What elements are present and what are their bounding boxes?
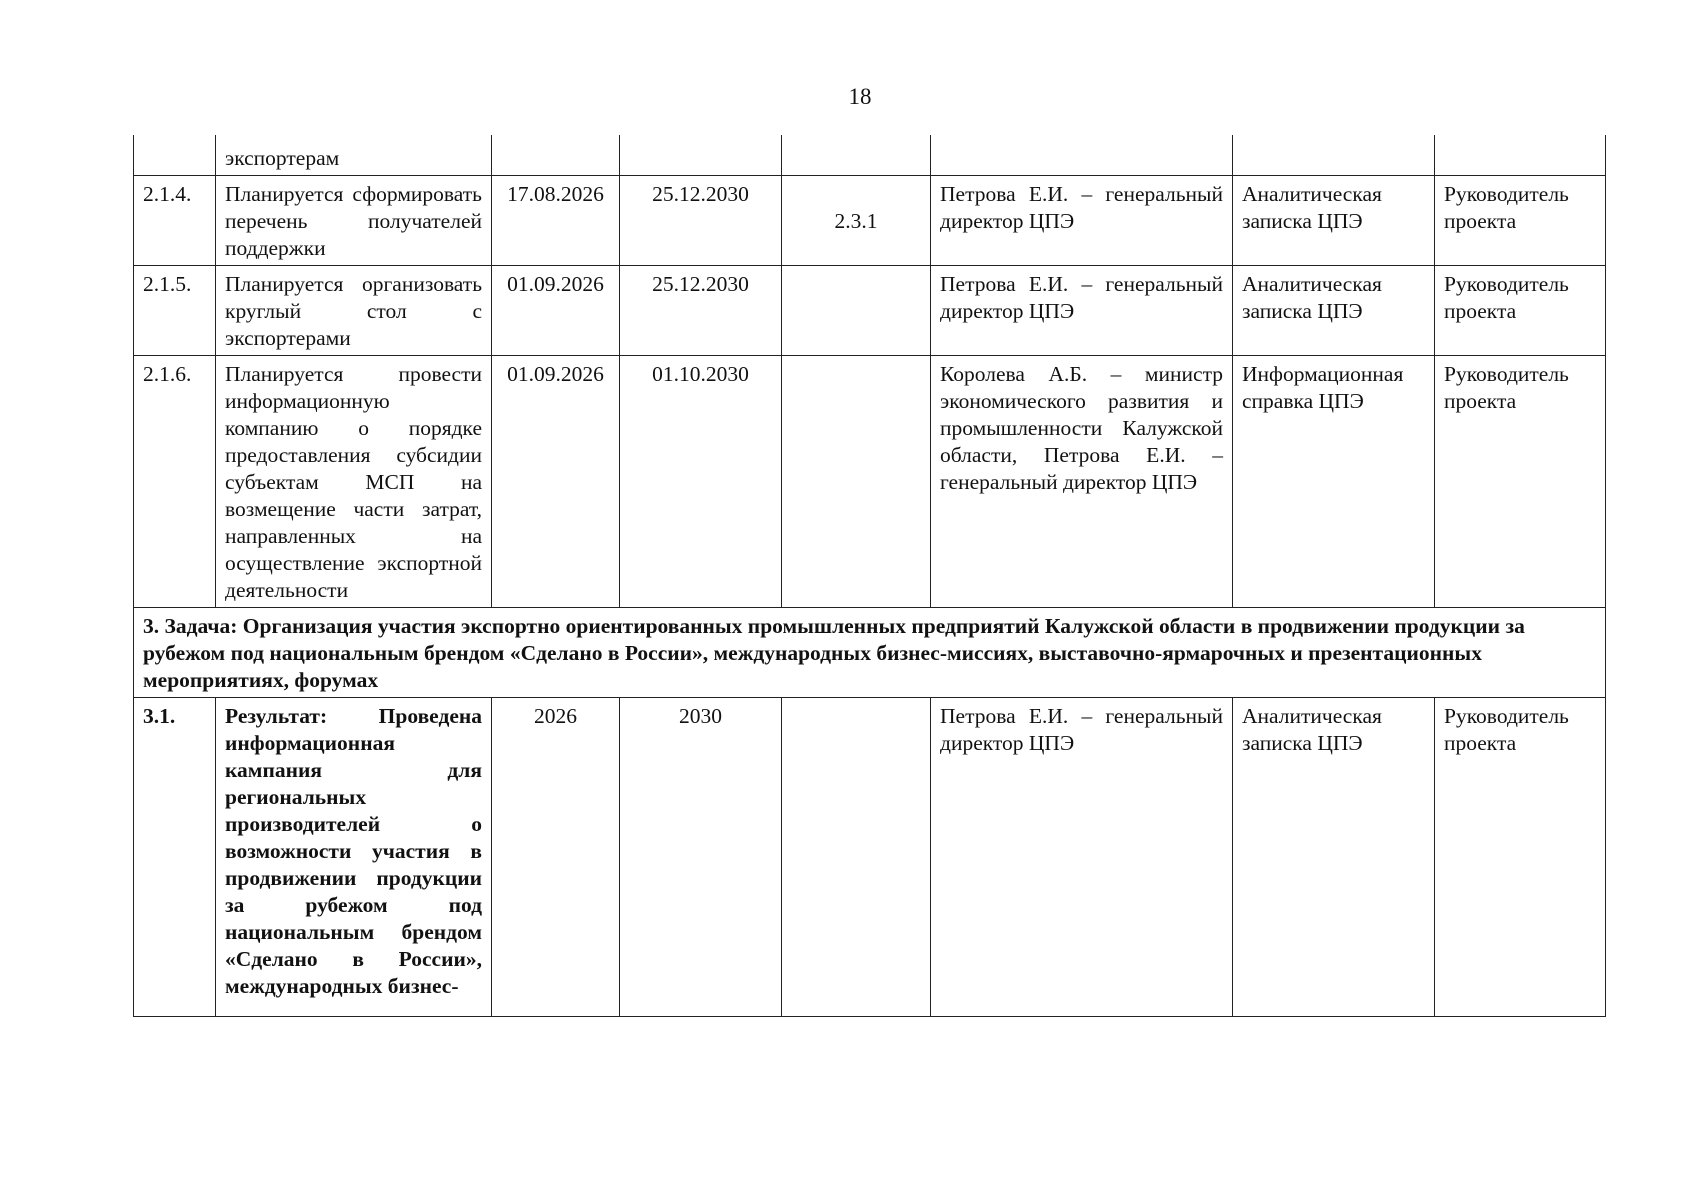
row-description: экспортерам: [216, 135, 492, 176]
result-controller: Руководитель проекта: [1435, 698, 1606, 1017]
result-row: [134, 698, 1606, 1017]
row-responsible: Петрова Е.И. – генеральный директор ЦПЭ: [931, 176, 1233, 266]
row-end-date: 25.12.2030: [620, 176, 782, 266]
row-document: Информационная справка ЦПЭ: [1233, 356, 1435, 608]
row-reference: [782, 135, 931, 176]
result-number: 3.1.: [134, 698, 216, 1017]
row-description: Планируется провести информационную компанию о порядке предоставления субсидии субъектам МСП на возмещение части затрат, направленных на осуществление экспортной деятельности: [216, 356, 492, 608]
row-start-date: [492, 135, 620, 176]
row-controller: Руководитель проекта: [1435, 176, 1606, 266]
row-reference: [782, 356, 931, 608]
row-document: [1233, 135, 1435, 176]
row-responsible: [931, 135, 1233, 176]
result-description: Результат: Проведена информационная кампания для региональных производителей о возможности участия в продвижении продукции за рубежом под национальным брендом «Сделано в России», международных бизнес-: [216, 698, 492, 1017]
row-end-date: 25.12.2030: [620, 266, 782, 356]
row-document: Аналитическая записка ЦПЭ: [1233, 176, 1435, 266]
row-reference: [782, 266, 931, 356]
page-number: 18: [848, 84, 872, 109]
result-responsible: Петрова Е.И. – генеральный директор ЦПЭ: [931, 698, 1233, 1017]
row-number: 2.1.6.: [134, 356, 216, 608]
row-reference-value: 2.3.1: [834, 209, 878, 233]
row-start-date: 01.09.2026: [492, 266, 620, 356]
row-document: Аналитическая записка ЦПЭ: [1233, 266, 1435, 356]
table-row: [134, 356, 1606, 608]
result-reference: [782, 698, 931, 1017]
row-controller: Руководитель проекта: [1435, 356, 1606, 608]
result-end-year: 2030: [620, 698, 782, 1017]
table-row: [134, 176, 1606, 266]
row-controller: [1435, 135, 1606, 176]
row-number: 2.1.5.: [134, 266, 216, 356]
row-description: Планируется сформировать перечень получателей поддержки: [216, 176, 492, 266]
row-start-date: 01.09.2026: [492, 356, 620, 608]
row-start-date: 17.08.2026: [492, 176, 620, 266]
row-number: [134, 135, 216, 176]
row-number: 2.1.4.: [134, 176, 216, 266]
row-end-date: [620, 135, 782, 176]
task-row: [134, 608, 1606, 698]
table-row: [134, 266, 1606, 356]
row-responsible: Королева А.Б. – министр экономического развития и промышленности Калужской области, Петрова Е.И. – генеральный директор ЦПЭ: [931, 356, 1233, 608]
row-responsible: Петрова Е.И. – генеральный директор ЦПЭ: [931, 266, 1233, 356]
task-heading: 3. Задача: Организация участия экспортно ориентированных промышленных предприятий Калужской области в продвижении продукции за рубежом под национальным брендом «Сделано в России», международных бизнес-миссиях, выставочно-ярмарочных и презентационных мероприятиях, форумах: [134, 608, 1606, 698]
row-controller: Руководитель проекта: [1435, 266, 1606, 356]
row-reference: [782, 176, 931, 266]
result-start-year: 2026: [492, 698, 620, 1017]
table-row: [134, 135, 1606, 176]
row-description: Планируется организовать круглый стол с экспортерами: [216, 266, 492, 356]
result-document: Аналитическая записка ЦПЭ: [1233, 698, 1435, 1017]
plan-table: [133, 135, 1606, 1017]
row-end-date: 01.10.2030: [620, 356, 782, 608]
